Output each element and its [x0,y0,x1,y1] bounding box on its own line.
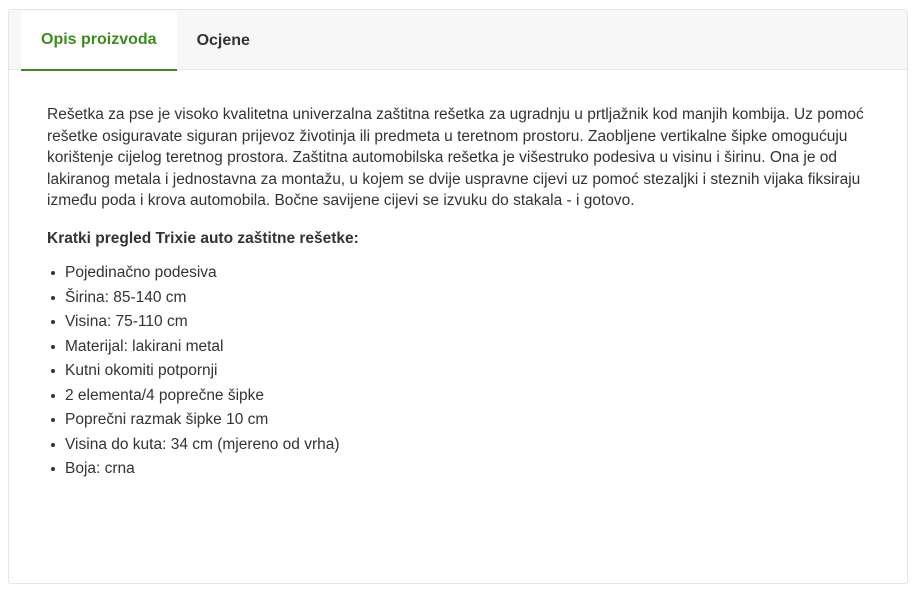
list-item: 2 elementa/4 poprečne šipke [65,384,869,409]
product-info-panel [8,9,908,584]
tab-reviews[interactable]: Ocjene [196,32,250,49]
list-item: Kutni okomiti potpornji [65,359,869,384]
list-item: Širina: 85-140 cm [65,286,869,311]
list-item: Poprečni razmak šipke 10 cm [65,408,869,433]
tab-content [9,70,907,482]
specs-heading: Kratki pregled Trixie auto zaštitne rešetke: [47,229,359,247]
description-paragraph: Rešetka za pse je visoko kvalitetna univerzalna zaštitna rešetka za ugradnju u prtljažnik kod manjih kombija. Uz pomoć rešetke osiguravate siguran prijevoz životinja ili predmeta u teretnom prostoru. Zaobljene vertikalne šipke omogućuju korištenje cijelog teretnog prostora. Zaštitna automobilska rešetka je višestruko podesiva u visinu i širinu. Ona je od lakiranog metala i jednostavna za montažu, u kojem se dvije uspravne cijevi uz pomoć stezaljki i steznih vijaka fiksiraju između poda i krova automobila. Bočne savijene cijevi se izvuku do stakala - i gotovo. [47,106,864,209]
tab-bar [9,10,907,70]
list-item: Pojedinačno podesiva [65,261,869,286]
list-item: Visina: 75-110 cm [65,310,869,335]
list-item: Visina do kuta: 34 cm (mjereno od vrha) [65,433,869,458]
list-item: Materijal: lakirani metal [65,335,869,360]
tab-product-description[interactable]: Opis proizvoda [21,11,177,71]
specs-list [47,261,869,482]
list-item: Boja: crna [65,457,869,482]
